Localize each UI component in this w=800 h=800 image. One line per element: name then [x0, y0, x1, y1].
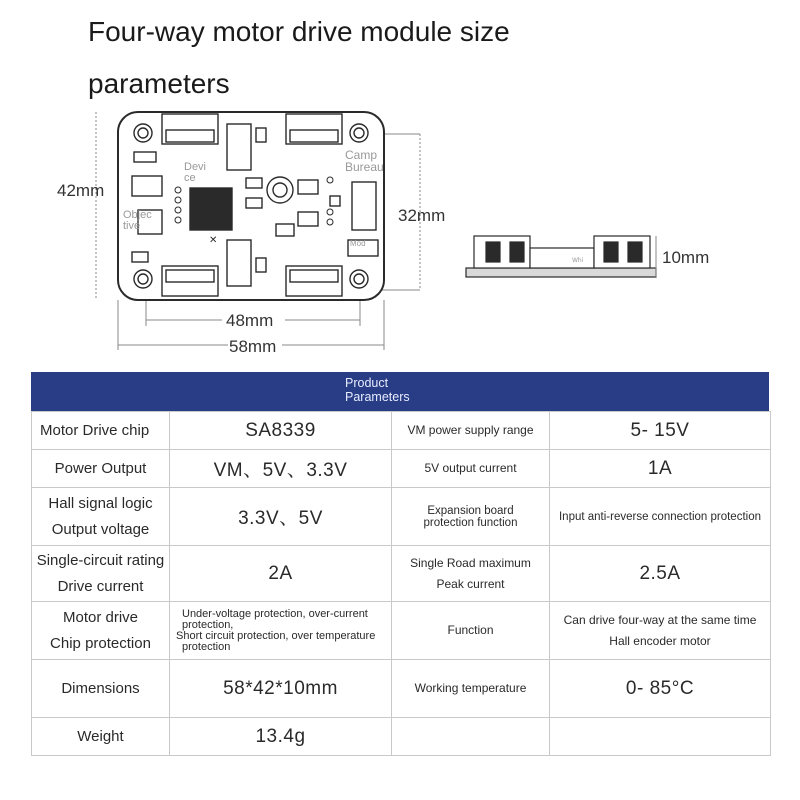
param-label: Function [392, 602, 550, 660]
board-side-view [460, 225, 660, 285]
param-value: Input anti-reverse connection protection [550, 488, 771, 546]
table-row [32, 718, 771, 756]
param-label: Power Output [32, 450, 170, 488]
param-value: VM、5V、3.3V [170, 450, 392, 488]
camp-caption-line: Bureau [345, 160, 384, 174]
side-caption: Whi [572, 257, 584, 264]
param-label: Hall signal logic Output voltage [32, 488, 170, 546]
objective-caption [123, 210, 152, 232]
param-value: 3.3V、5V [170, 488, 392, 546]
expansion-connector [352, 182, 376, 230]
height-dimension-label: 42mm [57, 181, 105, 200]
thickness-dimension-label: 10mm [662, 248, 710, 267]
objective-caption-line: Objec [123, 209, 152, 221]
param-label: 5V output current [392, 450, 550, 488]
param-label: Single Road maximum Peak current [392, 546, 550, 602]
param-value: 0- 85°C [550, 660, 771, 718]
param-label: Motor drive Chip protection [32, 602, 170, 660]
device-caption [184, 162, 206, 184]
device-caption-line: ce [184, 172, 196, 184]
param-label: Expansion board protection function [392, 488, 550, 546]
param-label: Weight [32, 718, 170, 756]
page-title: Four-way motor drive module size [88, 16, 510, 47]
param-label: Dimensions [32, 660, 170, 718]
param-value [550, 718, 771, 756]
param-value: Can drive four-way at the same time Hall encoder motor [550, 602, 771, 660]
inner-height-dimension-label: 32mm [398, 206, 446, 225]
side-pcb [466, 268, 656, 277]
table-row [32, 602, 771, 660]
param-value: Under-voltage protection, over-current protection, Short circuit protection, over temperature protection [170, 602, 392, 660]
x-mark: ✕ [209, 235, 218, 246]
param-value: 1A [550, 450, 771, 488]
inductor [227, 124, 251, 170]
param-label [392, 718, 550, 756]
param-value: 58*42*10mm [170, 660, 392, 718]
mcu-chip [190, 188, 232, 230]
objective-caption-line: tive [123, 220, 141, 232]
param-value: 2.5A [550, 546, 771, 602]
camp-caption-line: Camp [345, 148, 378, 162]
param-value: 5- 15V [550, 412, 771, 450]
side-connector [530, 248, 594, 268]
table-row [32, 412, 771, 450]
connector-caption: Mod [350, 239, 366, 248]
page-title-line-2: parameters [88, 68, 230, 99]
param-label: VM power supply range [392, 412, 550, 450]
parameter-table [31, 372, 769, 756]
table-row [32, 488, 771, 546]
table-header [31, 372, 769, 411]
param-label: Motor Drive chip [32, 412, 170, 450]
table-row [32, 450, 771, 488]
width-dimension-label: 58mm [229, 337, 277, 356]
param-label: Single-circuit rating Drive current [32, 546, 170, 602]
param-label: Working temperature [392, 660, 550, 718]
table-row [32, 660, 771, 718]
inner-width-dimension-label: 48mm [226, 311, 274, 330]
param-value: SA8339 [170, 412, 392, 450]
driver-chip [132, 176, 162, 196]
param-value: 2A [170, 546, 392, 602]
table-header-line: Parameters [345, 390, 410, 404]
camp-caption [345, 149, 384, 173]
device-caption-line: Devi [184, 161, 207, 173]
param-value: 13.4g [170, 718, 392, 756]
inductor [227, 240, 251, 286]
table-header-line: Product [345, 376, 389, 390]
table-row [32, 546, 771, 602]
